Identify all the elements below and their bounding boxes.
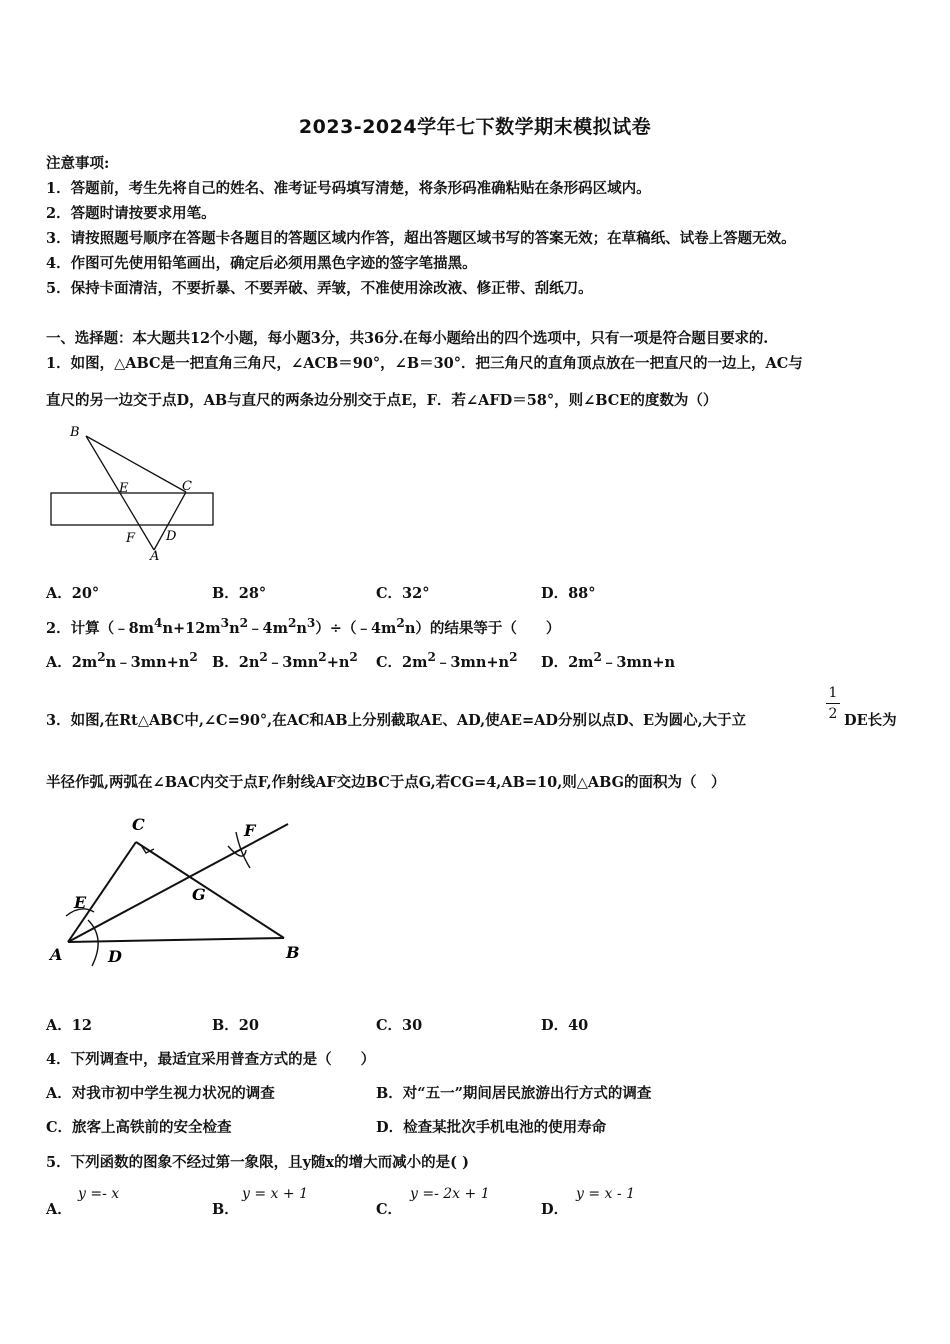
q4-option-b[interactable]: B．对“五一”期间居民旅游出行方式的调查 — [376, 1085, 652, 1102]
q3-figure — [46, 808, 300, 970]
q5-formula-b: y = x + 1 — [242, 1186, 308, 1202]
notice-item: 1．答题前，考生先将自己的姓名、准考证号码填写清楚，将条形码准确粘贴在条形码区域内。 — [46, 180, 651, 197]
label-b: B — [286, 943, 300, 962]
q3-option-d[interactable]: D．40 — [541, 1017, 589, 1034]
q3-option-a[interactable]: A．12 — [46, 1017, 92, 1034]
side-cb — [136, 842, 284, 938]
q3-stem-line1a: 3．如图,在Rt△ABC中,∠C=90°,在AC和AB上分别截取AE、AD,使AE=AD分别以点D、E为圆心,大于立 — [46, 712, 747, 729]
q5-formula-c: y =- 2x + 1 — [410, 1186, 490, 1202]
notice-item: 5．保持卡面清洁，不要折暴、不要弄破、弄皱，不准使用涂改液、修正带、刮纸刀。 — [46, 280, 593, 297]
notice-item: 3．请按照题号顺序在答题卡各题目的答题区域内作答，超出答题区域书写的答案无效；在草稿纸、试卷上答题无效。 — [46, 230, 796, 247]
q5-option-d[interactable]: D． — [541, 1201, 569, 1218]
q2-option-b[interactable]: B．$2n^2﹣3mn^2+n^2$ — [212, 650, 358, 671]
label-e: E — [74, 893, 87, 912]
label-d: D — [166, 529, 177, 544]
notice-item: 2．答题时请按要求用笔。 — [46, 205, 216, 222]
q4-option-d[interactable]: D．检查某批次手机电池的使用寿命 — [376, 1119, 607, 1136]
q1-option-b[interactable]: B．28° — [212, 585, 267, 602]
q1-figure — [46, 418, 226, 566]
q5-formula-a: y =- x — [78, 1186, 120, 1202]
label-f: F — [126, 531, 136, 546]
label-f: F — [244, 821, 256, 840]
label-e: E — [119, 481, 129, 496]
q2-option-c[interactable]: C．$2m^2﹣3mn+n^2$ — [376, 650, 518, 671]
label-c: C — [182, 479, 192, 494]
label-b: B — [70, 425, 80, 440]
q5-option-c[interactable]: C． — [376, 1201, 403, 1218]
q3-option-c[interactable]: C．30 — [376, 1017, 423, 1034]
side-ab — [68, 938, 284, 942]
section-heading: 一、选择题：本大题共12个小题，每小题3分，共36分.在每小题给出的四个选项中，只有一项是符合题目要求的. — [46, 330, 769, 347]
label-g: G — [192, 885, 206, 904]
q4-option-c[interactable]: C．旅客上高铁前的安全检查 — [46, 1119, 232, 1136]
q5-formula-d: y = x - 1 — [576, 1186, 635, 1202]
q5-stem: 5．下列函数的图象不经过第一象限，且y随x的增大而减小的是( ) — [46, 1154, 469, 1171]
notice-item: 4．作图可先使用铅笔画出，确定后必须用黑色字迹的签字笔描黑。 — [46, 255, 477, 272]
side-ac — [68, 842, 136, 942]
label-a: A — [50, 945, 63, 964]
page-title: 2023-2024学年七下数学期末模拟试卷 — [298, 116, 652, 138]
q5-option-b[interactable]: B． — [212, 1201, 239, 1218]
q1-option-d[interactable]: D．88° — [541, 585, 596, 602]
q3-option-b[interactable]: B．20 — [212, 1017, 259, 1034]
ruler-shape — [51, 493, 213, 525]
q1-stem-line2: 直尺的另一边交于点D，AB与直尺的两条边分别交于点E，F．若∠AFD＝58°，则∠BCE的度数为（） — [46, 392, 718, 409]
q1-option-a[interactable]: A．20° — [46, 585, 100, 602]
label-d: D — [108, 947, 122, 966]
q4-stem: 4．下列调查中，最适宜采用普查方式的是（ ） — [46, 1051, 376, 1068]
q1-option-c[interactable]: C．32° — [376, 585, 430, 602]
label-c: C — [132, 815, 145, 834]
label-a: A — [150, 549, 160, 564]
q5-option-a[interactable]: A． — [46, 1201, 72, 1218]
notice-heading: 注意事项: — [46, 155, 110, 172]
side-bc — [86, 436, 186, 492]
ray-af — [68, 824, 288, 942]
q2-option-d[interactable]: D．$2m^2﹣3mn+n$ — [541, 650, 676, 671]
one-half-fraction: 1 2 — [826, 685, 840, 722]
q2-stem: 2．计算$(﹣8m^4n+12m^3n^2﹣4m^2n^3)\div(﹣4m^2n)$的结果等于（ ） — [46, 616, 561, 637]
q3-stem-line2: 半径作弧,两弧在∠BAC内交于点F,作射线AF交边BC于点G,若CG=4,AB=10,则△ABG的面积为（ ） — [46, 774, 726, 791]
q3-stem-line1b: DE长为 — [844, 712, 897, 729]
q4-option-a[interactable]: A．对我市初中学生视力状况的调查 — [46, 1085, 275, 1102]
q2-option-a[interactable]: A．$2m^2n﹣3mn+n^2$ — [46, 650, 198, 671]
q1-stem-line1: 1．如图，△ABC是一把直角三角尺，∠ACB＝90°，∠B＝30°．把三角尺的直角顶点放在一把直尺的一边上，AC与 — [46, 355, 803, 372]
